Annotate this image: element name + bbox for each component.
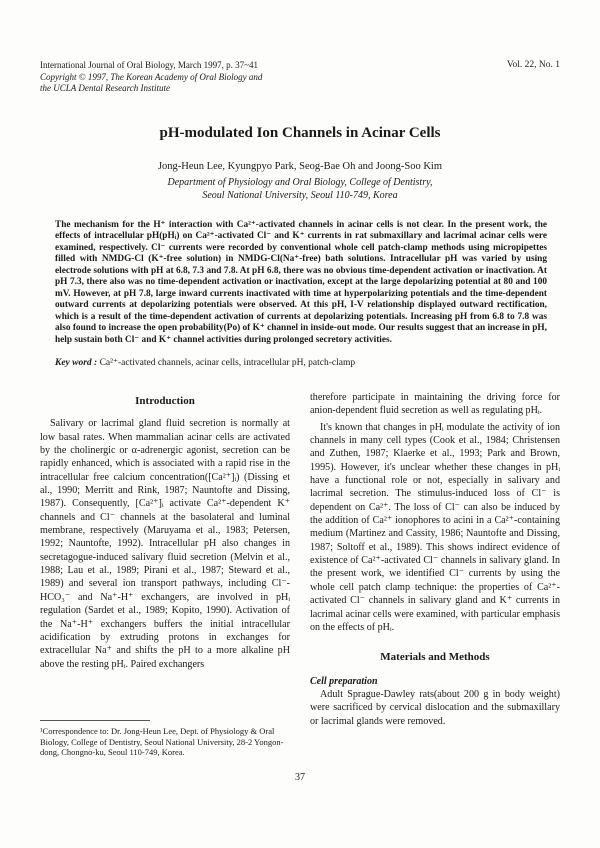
journal-citation: International Journal of Oral Biology, March 1997, p. 37~41 [40, 60, 258, 70]
author-list: Jong-Heun Lee, Kyungpyo Park, Seog-Bae Oh and Joong-Soo Kim [157, 161, 443, 172]
introduction-heading: Introduction [135, 395, 195, 407]
keywords-text: Ca²⁺-activated channels, acinar cells, intracellular pH, patch-clamp [99, 358, 356, 368]
correspondence-footnote: ¹Correspondence to: Dr. Jong-Heun Lee, Dept. of Physiology & Oral Biology, College of Dentistry, Seoul National University, 28-2 Yongon-dong, Chongno-ku, Seoul 110-749, Korea. [40, 726, 284, 757]
left-column [40, 395, 290, 671]
intro-continuation: therefore participate in maintaining the driving force for anion-dependent fluid secretion as well as regulating pHᵢ. [310, 392, 560, 417]
abstract: The mechanism for the H⁺ interaction with Ca²⁺-activated channels in acinar cells is not clear. In the present work, the effects of intracellular pH(pHᵢ) on Ca²⁺-activated Cl⁻ and K⁺ currents in rat submaxillary and lacrimal acinar cells were examined, respectively. Cl⁻ currents were recorded by conventional whole cell patch-clamp methods using micropipettes filled with NMDG-Cl (K⁺-free solution) in NMDG-Cl(Na⁺-free) bath solutions. Intracellular pH was varied by using electrode solutions with pH at 6.8, 7.3 and 7.8. At pH 6.8, there was no obvious time-dependent activation or inactivation. At pH 7.3, there also was no time-dependent activation or inactivation, except at the large depolarizing potential at 80 and 100 mV. However, at pH 7.8, large inward currents inactivated with time at hyperpolarizing potentials and the time-dependent outward currents at depolarizing potentials were observed. At this pH, I-V relationship displayed outward rectification, which is a result of the time-dependent activation of currents at depolarizing potentials. Increasing pH from 6.8 to 7.8 was also found to increase the open probability(Po) of K⁺ channel in inside-out mode. Our results suggest that an increase in pH, help sustain both Cl⁻ and K⁺ channel activities during prolonged secretory activities. [55, 220, 547, 345]
cell-preparation-heading: Cell preparation [310, 675, 378, 687]
intro-paragraph-2: It's known that changes in pHᵢ modulate the activity of ion channels in many cell types (Cook et al., 1984; Christensen and Zuthen, 1987; Klaerke et al., 1993; Park and Brown, 1995). However, it's unclear whether these changes in pHᵢ have a functional role or not, especially in salivary and lacrimal secretion. The stimulus-induced loss of Cl⁻ is dependent on Ca²⁺. The loss of Cl⁻ can also be induced by the addition of Ca²⁺ ionophores to acini in a Ca²⁺-containing medium (Martinez and Cassity, 1986; Nauntofte and Dissing, 1987; Soltoff et al., 1989). This shows indirect evidence of existence of Ca²⁺-activated Cl⁻ channels in salivary gland. In the present work, we identified Cl⁻ currents by using the whole cell patch clamp technique: the properties of Ca²⁺-activated Cl⁻ channels in salivary gland and K⁺ currents in lacrimal acinar cells were examined, with particular emphasis on the effects of pHᵢ. [310, 421, 560, 633]
methods-paragraph-1: Adult Sprague-Dawley rats(about 200 g in body weight) were sacrificed by cervical dislocation and the submaxillary or lacrimal glands were removed. [310, 688, 560, 727]
journal-header [40, 60, 370, 95]
affiliation [0, 177, 600, 202]
intro-paragraph-1: Salivary or lacrimal gland fluid secretion is normally at low basal rates. When mammalian acinar cells are activated by the cholinergic or α-adrenergic agonist, secretion can be rapidly enhanced, which is associated with a rapid rise in the intracellular free calcium concentration([Ca²⁺]ᵢ) (Dissing et al., 1990; Merritt and Rink, 1987; Nauntofte and Dissing, 1987). Consequently, [Ca²⁺]ᵢ activate Ca²⁺-dependent K⁺ channels and Cl⁻ channels at the basolateral and luminal membrane, respectively (Maruyama et al., 1983; Petersen, 1992; Nauntofte, 1992). Intracellular pH also changes in secretagogue-induced salivary fluid secretion (Melvin et al., 1988; Lau et al., 1989; Pirani et al., 1987; Steward et al., 1989) and several ion transport pathways, including Cl⁻-HCO₃⁻ and Na⁺-H⁺ exchangers, are involved in pHᵢ regulation (Sardet et al., 1989; Kopito, 1990). Activation of the Na⁺-H⁺ exchangers buffers the initial intracellular acidification by extruding protons in exchanges for extracellular Na⁺ and shifts the pH to a more alkaline pH above the resting pHᵢ. Paired exchangers [40, 418, 290, 670]
keywords-label: Key word : [55, 358, 98, 368]
volume-number: Vol. 22, No. 1 [506, 60, 560, 70]
affiliation-line-2: Seoul National University, Seoul 110-749, Korea [202, 189, 398, 201]
methods-heading: Materials and Methods [380, 651, 490, 664]
keywords [55, 357, 547, 368]
page-number: 37 [295, 772, 305, 783]
copyright-line: Copyright © 1997, The Korean Academy of Oral Biology and [40, 71, 263, 82]
copyright-line-2: the UCLA Dental Research Institute [40, 83, 170, 93]
paper-title: pH-modulated Ion Channels in Acinar Cells [159, 125, 441, 141]
affiliation-line-1: Department of Physiology and Oral Biology, College of Dentistry, [167, 177, 433, 188]
footnote-rule [40, 720, 150, 721]
right-column [310, 391, 560, 728]
